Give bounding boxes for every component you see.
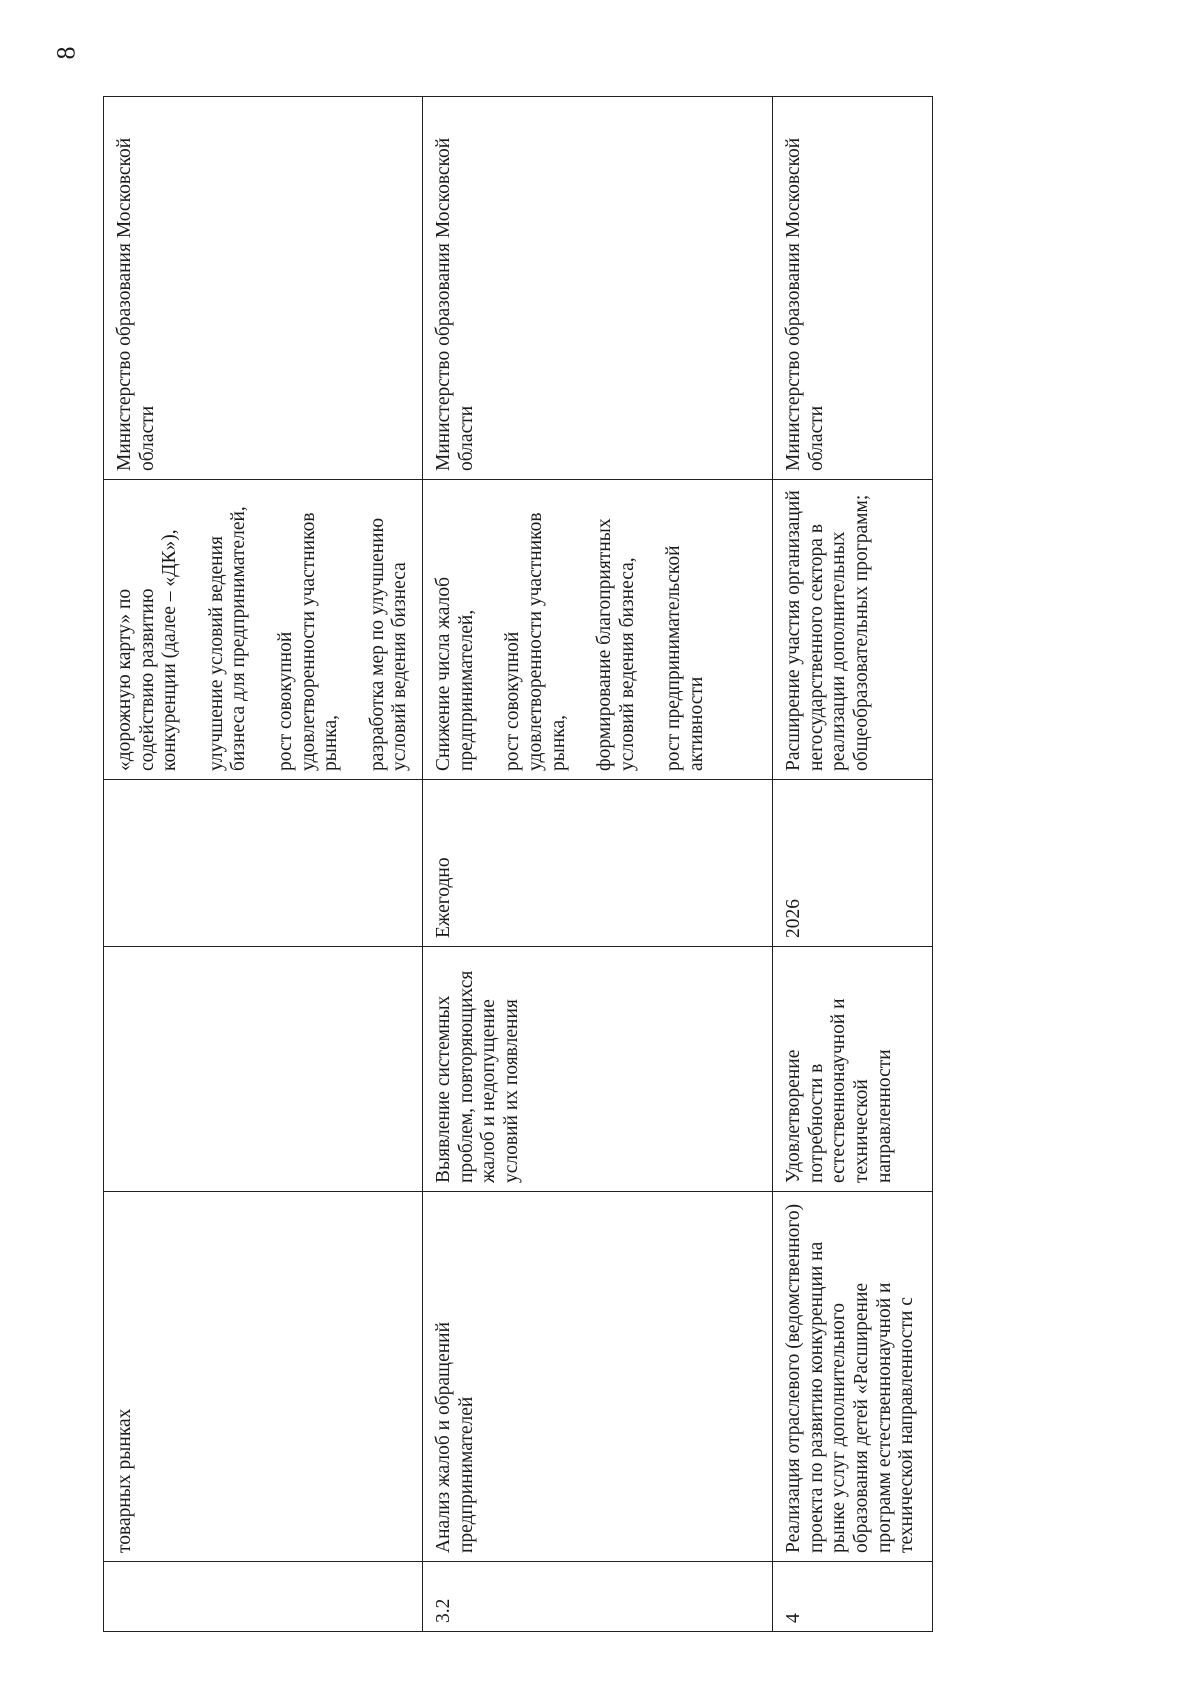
result-item: разработка мер по улучшению условий ведения бизнеса	[366, 517, 411, 771]
result-item: рост предпринимательской активности	[663, 545, 707, 771]
term-cell	[104, 780, 423, 947]
result-item: рост совокупной удовлетворенности участников рынка,	[275, 512, 342, 771]
row-number-cell	[104, 1562, 423, 1632]
row-number-cell: 4	[773, 1562, 933, 1632]
results-cell	[104, 480, 423, 780]
result-item: «дорожную карту» по содействию развитию конкуренции (далее – «ДК»),	[114, 529, 181, 771]
action-cell: товарных рынках	[104, 1192, 423, 1562]
rotated-table-container	[103, 97, 923, 1632]
term-cell: Ежегодно	[423, 780, 773, 947]
result-item: улучшение условий ведения бизнеса для предпринимателей,	[205, 506, 250, 771]
result-item: формирование благоприятных условий ведения бизнеса,	[594, 518, 638, 771]
result-item: Снижение числа жалоб предпринимателей,	[433, 576, 477, 771]
action-cell: Реализация отраслевого (ведомственного) проекта по развитию конкуренции на рынке услуг дополнительного образования детей «Расширение программ естественнонаучной и технической направленности с	[773, 1192, 933, 1562]
table-row	[104, 97, 423, 1632]
result-item: Расширение участия организаций негосударственного сектора в реализации дополнительных общеобразовательных программ;	[783, 490, 872, 771]
goal-cell	[104, 947, 423, 1192]
results-cell	[423, 480, 773, 780]
table-row	[773, 97, 933, 1632]
competition-measures-table	[103, 96, 933, 1632]
executor-cell: Министерство образования Московской области	[423, 97, 773, 480]
term-cell: 2026	[773, 780, 933, 947]
result-item: рост совокупной удовлетворенности участников рынка,	[502, 512, 569, 771]
goal-cell: Выявление системных проблем, повторяющихся жалоб и недопущение условий их появления	[423, 947, 773, 1192]
table-row	[423, 97, 773, 1632]
action-cell: Анализ жалоб и обращений предпринимателей	[423, 1192, 773, 1562]
executor-cell: Министерство образования Московской области	[104, 97, 423, 480]
executor-cell: Министерство образования Московской области	[773, 97, 933, 480]
page-number: 8	[51, 46, 81, 60]
row-number-cell: 3.2	[423, 1562, 773, 1632]
goal-cell: Удовлетворение потребности в естественнонаучной и технической направленности	[773, 947, 933, 1192]
results-cell	[773, 480, 933, 780]
